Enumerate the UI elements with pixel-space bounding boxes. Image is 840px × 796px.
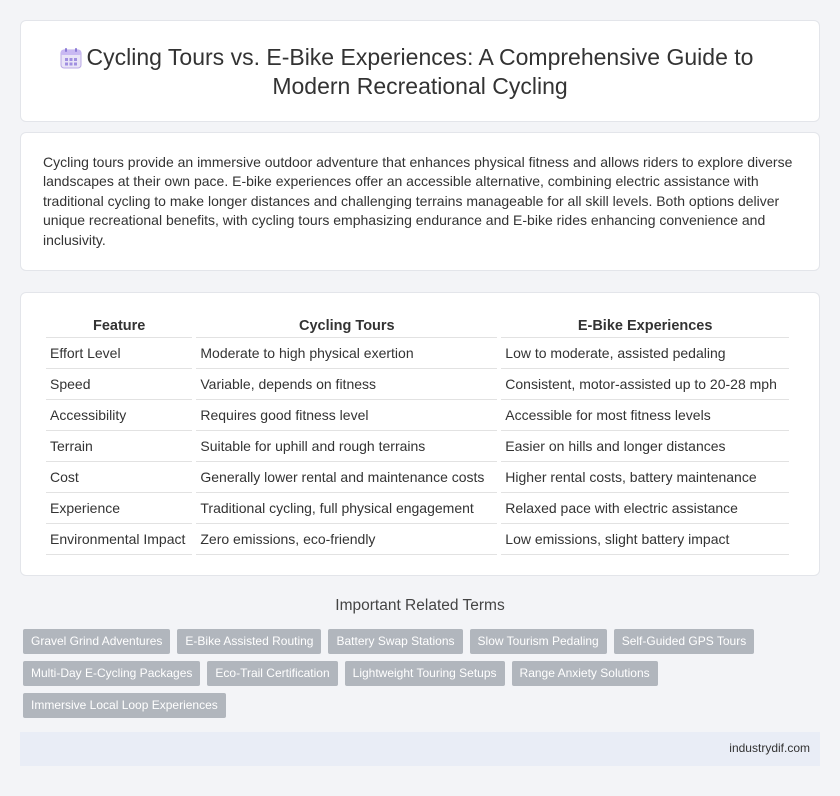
related-terms-list bbox=[23, 629, 803, 725]
related-term-tag[interactable]: Range Anxiety Solutions bbox=[512, 661, 658, 686]
feature-cell: Speed bbox=[46, 369, 192, 400]
related-term-tag[interactable]: E-Bike Assisted Routing bbox=[177, 629, 321, 654]
table-row bbox=[46, 400, 789, 431]
ebike-cell: Low emissions, slight battery impact bbox=[501, 524, 789, 555]
feature-cell: Accessibility bbox=[46, 400, 192, 431]
ebike-cell: Easier on hills and longer distances bbox=[501, 431, 789, 462]
related-term-tag[interactable]: Immersive Local Loop Experiences bbox=[23, 693, 226, 718]
related-term-tag[interactable]: Eco-Trail Certification bbox=[207, 661, 337, 686]
table-row bbox=[46, 524, 789, 555]
feature-cell: Terrain bbox=[46, 431, 192, 462]
cycling-cell: Variable, depends on fitness bbox=[196, 369, 497, 400]
table-row bbox=[46, 462, 789, 493]
ebike-cell: Accessible for most fitness levels bbox=[501, 400, 789, 431]
table-header-row bbox=[46, 315, 789, 338]
ebike-cell: Consistent, motor-assisted up to 20-28 mph bbox=[501, 369, 789, 400]
page-title-line-1: Cycling Tours vs. E-Bike Experiences: A Comprehensive Guide to bbox=[86, 44, 754, 70]
table-row bbox=[46, 431, 789, 462]
ebike-cell: Relaxed pace with electric assistance bbox=[501, 493, 789, 524]
page-title bbox=[21, 43, 819, 101]
feature-cell: Cost bbox=[46, 462, 192, 493]
cycling-cell: Suitable for uphill and rough terrains bbox=[196, 431, 497, 462]
cycling-cell: Zero emissions, eco-friendly bbox=[196, 524, 497, 555]
related-term-tag[interactable]: Slow Tourism Pedaling bbox=[470, 629, 607, 654]
cycling-cell: Requires good fitness level bbox=[196, 400, 497, 431]
cycling-cell: Generally lower rental and maintenance costs bbox=[196, 462, 497, 493]
intro-paragraph: Cycling tours provide an immersive outdoor adventure that enhances physical fitness and allows riders to explore diverse landscapes at their own pace. E-bike experiences offer an accessible alternative, combining electric assistance with traditional cycling to make longer distances and challenging terrains manageable for all skill levels. Both options deliver unique recreational benefits, with cycling tours emphasizing endurance and E-bike rides enhancing convenience and inclusivity. bbox=[43, 154, 793, 248]
header-e-bike-experiences: E-Bike Experiences bbox=[501, 315, 789, 338]
header-cycling-tours: Cycling Tours bbox=[196, 315, 497, 338]
related-terms-heading: Important Related Terms bbox=[335, 597, 505, 614]
comparison-card bbox=[20, 292, 820, 576]
feature-cell: Experience bbox=[46, 493, 192, 524]
page-title-line-2: Modern Recreational Cycling bbox=[272, 73, 568, 99]
title-card bbox=[20, 20, 820, 122]
cycling-cell: Traditional cycling, full physical engagement bbox=[196, 493, 497, 524]
table-row bbox=[46, 369, 789, 400]
feature-cell: Environmental Impact bbox=[46, 524, 192, 555]
ebike-cell: Higher rental costs, battery maintenance bbox=[501, 462, 789, 493]
ebike-cell: Low to moderate, assisted pedaling bbox=[501, 338, 789, 369]
related-term-tag[interactable]: Battery Swap Stations bbox=[328, 629, 462, 654]
header-feature: Feature bbox=[46, 315, 192, 338]
table-row bbox=[46, 338, 789, 369]
related-term-tag[interactable]: Lightweight Touring Setups bbox=[345, 661, 505, 686]
footer-bar bbox=[20, 732, 820, 766]
table-row bbox=[46, 493, 789, 524]
intro-card bbox=[20, 132, 820, 271]
comparison-table bbox=[42, 315, 793, 555]
footer-site-link[interactable]: industrydif.com bbox=[729, 741, 810, 755]
cycling-cell: Moderate to high physical exertion bbox=[196, 338, 497, 369]
related-term-tag[interactable]: Gravel Grind Adventures bbox=[23, 629, 170, 654]
related-term-tag[interactable]: Self-Guided GPS Tours bbox=[614, 629, 755, 654]
feature-cell: Effort Level bbox=[46, 338, 192, 369]
related-term-tag[interactable]: Multi-Day E-Cycling Packages bbox=[23, 661, 200, 686]
